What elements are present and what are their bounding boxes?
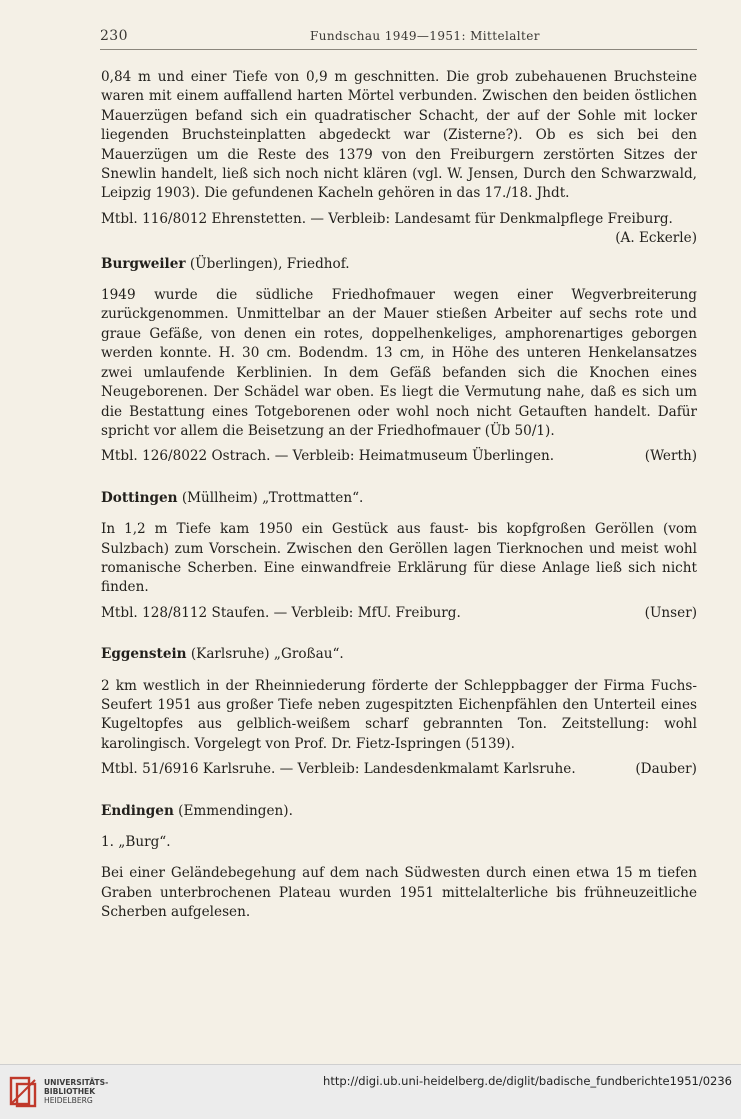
library-line-3: HEIDELBERG bbox=[44, 1096, 93, 1105]
library-logo-icon bbox=[8, 1074, 38, 1110]
entry-burgweiler bbox=[101, 255, 697, 467]
site-name: Burgweiler bbox=[101, 255, 186, 272]
author-credit: (Dauber) bbox=[635, 761, 697, 778]
entry-heading bbox=[101, 802, 697, 821]
site-name: Dottingen bbox=[101, 489, 178, 506]
body-paragraph: 0,84 m und einer Tiefe von 0,9 m geschnitten. Die grob zubehauenen Bruchsteine waren mit einem auffallend harten Mörtel verbunden. Zwischen den beiden östlichen Mauerzügen befand sich ein quadratischer Schacht, der auf der Sohle mit locker liegenden Bruchsteinplatten abgedeckt war (Zisterne?). Ob es sich bei den Mauerzügen um die Reste des 1379 von den Freiburgern zerstörten Sitzes der Snewlin handelt, ließ sich noch nicht klären (vgl. W. Jensen, Durch den Schwarzwald, Leipzig 1903). Die gefundenen Kacheln gehören in das 17./18. Jhdt. bbox=[101, 69, 697, 202]
entry-heading bbox=[101, 489, 697, 508]
site-detail: (Müllheim) „Trottmatten“. bbox=[177, 489, 364, 506]
mtbl-line: Mtbl. 126/8022 Ostrach. — Verbleib: Heimatmuseum Überlingen. bbox=[101, 448, 555, 465]
site-name: Eggenstein bbox=[101, 646, 187, 663]
viewer-footer bbox=[0, 1064, 741, 1119]
entry-heading bbox=[101, 255, 697, 274]
mtbl-row bbox=[101, 760, 697, 779]
entry-endingen bbox=[101, 802, 697, 923]
entry-heading bbox=[101, 645, 697, 664]
body-paragraph: 2 km westlich in der Rheinniederung förderte der Schleppbagger der Firma Fuchs-Seufert 1951 aus großer Tiefe neben zugespitzten Eichenpfählen den Unterteil eines Kugeltopfes aus gelblich-weißem scharf gebrannten Ton. Zeitstellung: wohl karolingisch. Vorgelegt von Prof. Dr. Fietz-Ispringen (5139). bbox=[101, 677, 697, 752]
site-detail: (Emmendingen). bbox=[173, 802, 293, 819]
library-name bbox=[44, 1078, 108, 1105]
body-paragraph: 1949 wurde die südliche Friedhofmauer wegen einer Wegverbreiterung zurückgenommen. Unmittelbar an der Mauer stießen Arbeiter auf sechs rote und graue Gefäße, von denen ein rotes, doppelhenkeliges, amphorenartiges geborgen werden konnte. H. 30 cm. Bodendm. 13 cm, in Höhe des unteren Henkelansatzes zwei umlaufende Kerblinien. In dem Gefäß befanden sich die Knochen eines Neugeborenen. Der Schädel war oben. Es liegt die Vermutung nahe, daß es sich um die Bestattung eines Totgeborenen oder wohl noch nicht Getauften handelt. Dafür spricht vor allem die Beisetzung an der Friedhofmauer (Üb 50/1). bbox=[101, 287, 697, 439]
author-credit: (Werth) bbox=[644, 448, 697, 465]
mtbl-line: Mtbl. 116/8012 Ehrenstetten. — Verbleib: Landesamt für Denkmalpflege Freiburg. bbox=[101, 210, 673, 227]
permalink-url[interactable]: http://digi.ub.uni-heidelberg.de/diglit/badische_fundberichte1951/0236 bbox=[323, 1074, 732, 1088]
subsection-label: 1. „Burg“. bbox=[101, 834, 171, 850]
mtbl-row bbox=[101, 604, 697, 623]
header-rule bbox=[100, 49, 697, 50]
running-title: Fundschau 1949—1951: Mittelalter bbox=[310, 29, 540, 43]
site-detail: (Überlingen), Friedhof. bbox=[185, 255, 350, 272]
mtbl-row bbox=[101, 447, 697, 466]
entry-dottingen bbox=[101, 489, 697, 623]
running-head bbox=[100, 28, 697, 48]
entry-eggenstein bbox=[101, 645, 697, 779]
author-credit: (A. Eckerle) bbox=[615, 230, 697, 247]
body-paragraph: Bei einer Geländebegehung auf dem nach Südwesten durch einen etwa 15 m tiefen Graben unterbrochenen Plateau wurden 1951 mittelalterliche bis frühneuzeitliche Scherben aufgelesen. bbox=[101, 865, 697, 921]
mtbl-line: Mtbl. 128/8112 Staufen. — Verbleib: MfU. Freiburg. bbox=[101, 604, 461, 621]
mtbl-line: Mtbl. 51/6916 Karlsruhe. — Verbleib: Landesdenkmalamt Karlsruhe. bbox=[101, 761, 576, 778]
library-line-2: BIBLIOTHEK bbox=[44, 1087, 96, 1096]
library-line-1: UNIVERSITÄTS- bbox=[44, 1078, 109, 1087]
author-credit: (Unser) bbox=[644, 604, 697, 621]
site-name: Endingen bbox=[101, 802, 174, 819]
entry-continuation bbox=[101, 68, 697, 249]
site-detail: (Karlsruhe) „Großau“. bbox=[186, 646, 344, 663]
page-number: 230 bbox=[100, 28, 128, 44]
page-content bbox=[101, 68, 697, 929]
body-paragraph: In 1,2 m Tiefe kam 1950 ein Gestück aus faust- bis kopfgroßen Geröllen (vom Sulzbach) zum Vorschein. Zwischen den Geröllen lagen Tierknochen und meist wohl romanische Scherben. Eine einwandfreie Erklärung für diese Anlage ließ sich nicht finden. bbox=[101, 521, 697, 596]
